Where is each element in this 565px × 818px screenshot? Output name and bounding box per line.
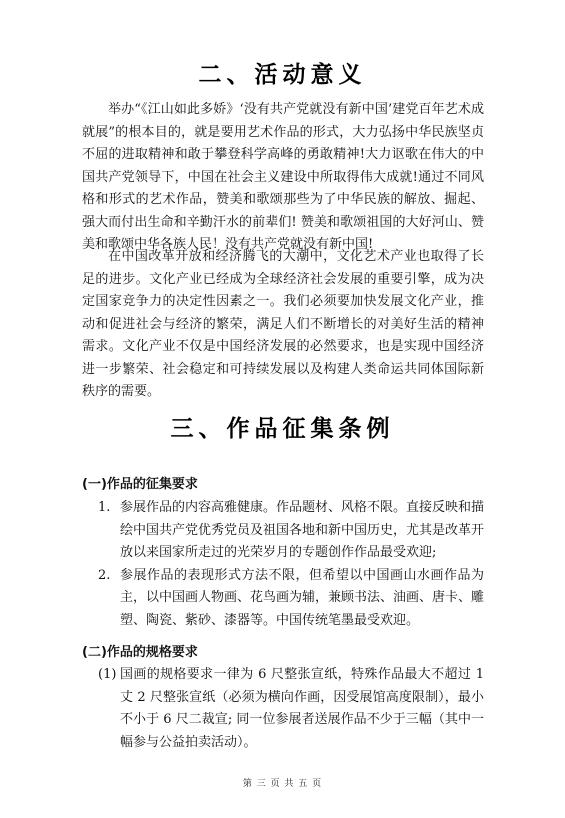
- section-title-submission-rules: 三、作品征集条例: [170, 415, 395, 442]
- significance-paragraph-1: 举办“《江山如此多娇》‘没有共产党就没有新中国’建党百年艺术成就展”的根本目的，就是要用艺术作品的形式，大力弘扬中华民族坚贞不屈的进取精神和敢于攀登科学高峰的勇敢精神!大力讴歌在伟大的中国共产党领导下，中国在社会主义建设中所取得伟大成就!通过不同风格和形式的艺术作品，赞美和歌颂那些为了中华民族的解放、掘起、强大而付出生命和辛勤汗水的前辈们! 赞美和歌颂祖国的大好河山、赞美和歌颂中华各族人民！没有共产党就没有新中国!: [82, 102, 484, 252]
- list-item: [98, 497, 484, 565]
- list-item-number: (1): [98, 667, 117, 682]
- significance-paragraph-2: 在中国改革开放和经济腾飞的大潮中，文化艺术产业也取得了长足的进步。文化产业已经成为全球经济社会发展的重要引擎，成为决定国家竞争力的决定性因素之一。我们必须要加快发展文化产业，推动和促进社会与经济的繁荣，满足人们不断增长的对美好生活的精神需求。文化产业不仅是中国经济发展的必然要求，也是实现中国经济进一步繁荣、社会稳定和可持续发展以及构建人类命运共同体国际新秩序的需要。: [82, 249, 484, 399]
- list-item-number: 2.: [98, 567, 111, 583]
- page-number-footer: 第 三 页 共 五 页: [242, 779, 323, 789]
- list-item-text: 参展作品的内容高雅健康。作品题材、风格不限。直接反映和描绘中国共产党优秀党员及祖国各地和新中国历史，尤其是改革开放以来国家所走过的光荣岁月的专题创作作品最受欢迎;: [120, 500, 485, 560]
- requirements-list: [98, 497, 484, 632]
- list-item: [98, 664, 484, 754]
- list-item: [98, 565, 484, 633]
- list-item-text: 国画的规格要求一律为 6 尺整张宣纸，特殊作品最大不超过 1 丈 2 尺整张宣纸（必须为横向作画，因受展馆高度限制），最小不小于 6 尺二裁宣; 同一位参展者送展作品不少于三幅（其中一幅参与公益拍卖活动）。: [120, 667, 484, 750]
- list-item-number: 1.: [98, 500, 111, 515]
- section-title-significance: 二、活动意义: [198, 61, 367, 88]
- subsection-heading-requirements: (一)作品的征集要求: [82, 477, 198, 492]
- list-item-text: 参展作品的表现形式方法不限，但希望以中国画山水画作品为主，以中国画人物画、花鸟画为辅，兼顾书法、油画、唐卡、雕塑、陶瓷、紫砂、漆器等。中国传统笔墨最受欢迎。: [120, 567, 485, 628]
- subsection-heading-specifications: (二)作品的规格要求: [82, 645, 198, 660]
